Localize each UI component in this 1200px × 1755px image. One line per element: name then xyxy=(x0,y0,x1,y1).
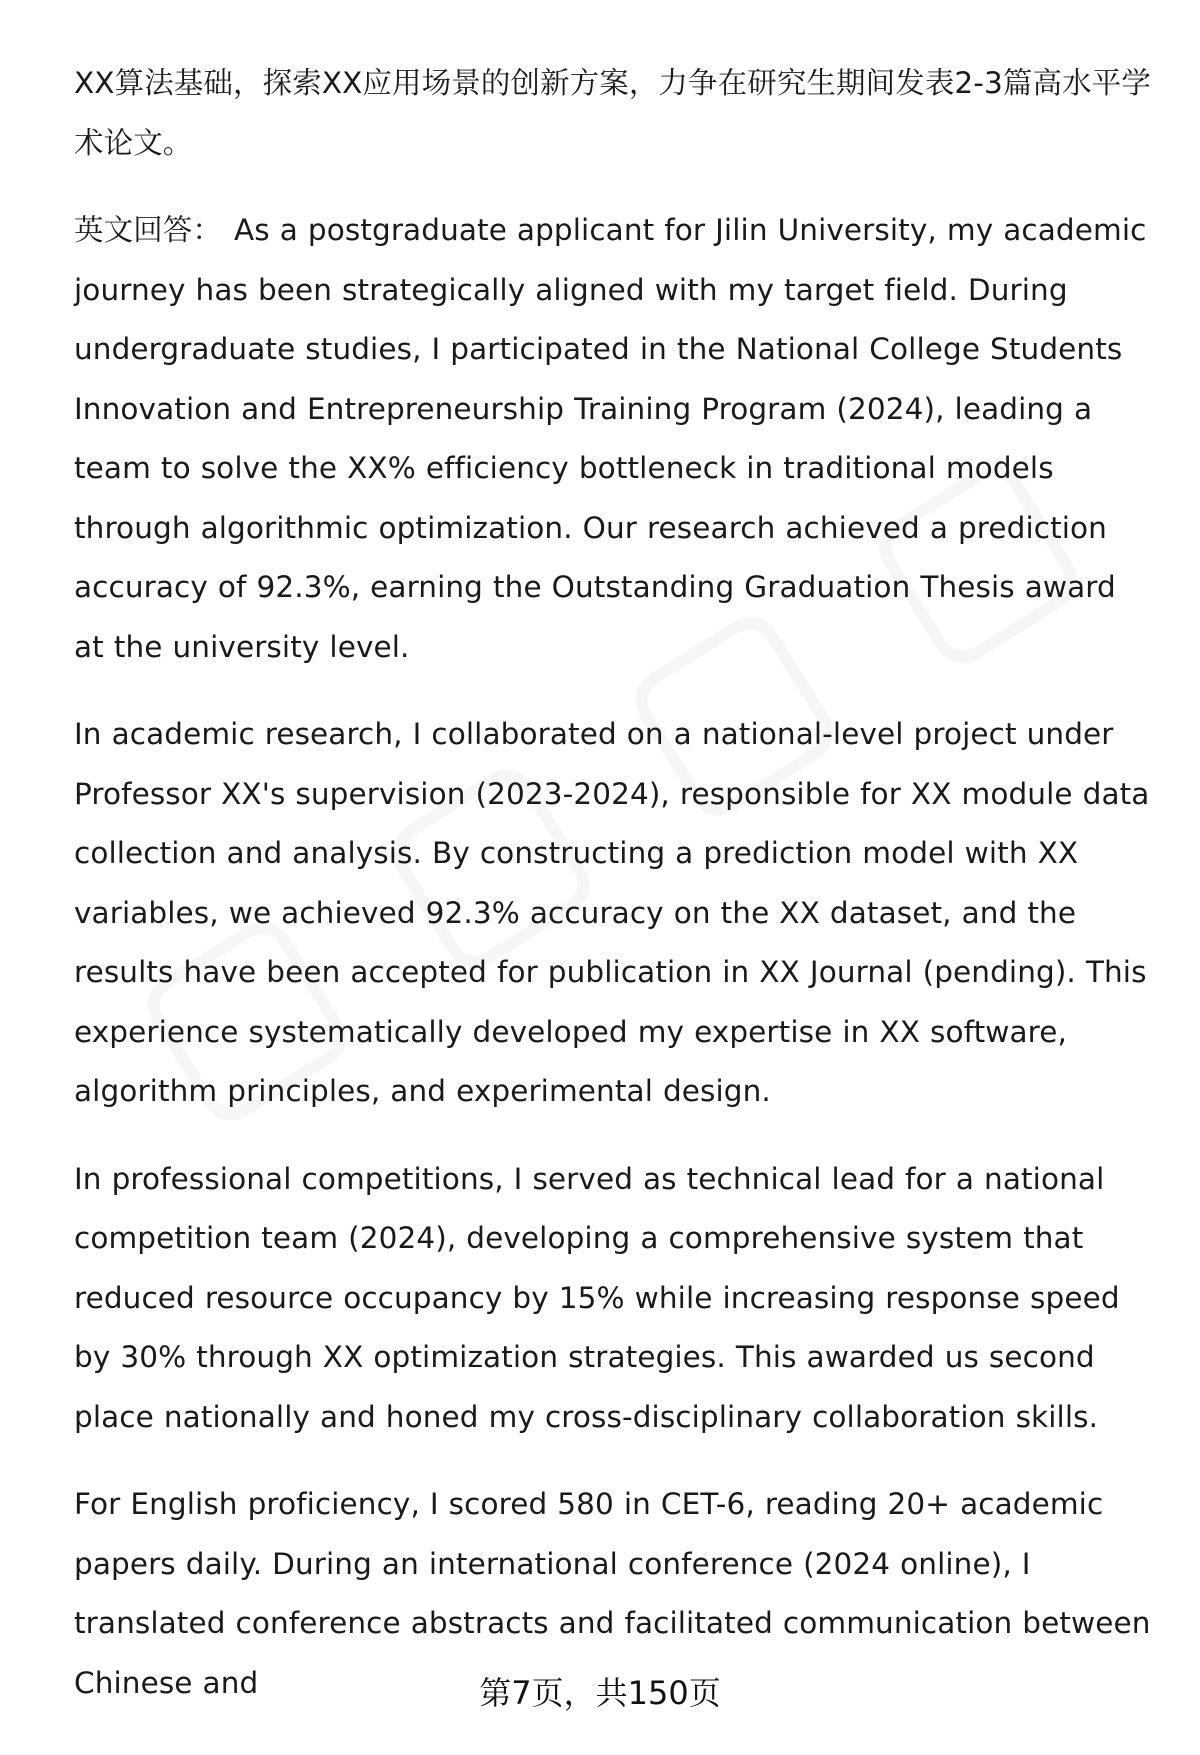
paragraph-text: In professional competitions, I served as technical lead for a national competition team (2024), developing a comprehensive system that reduced resource occupancy by 15% while increasing response speed by 30% through XX optimization strategies. This awarded us second place nationally and honed my cross-disciplinary collaboration skills. xyxy=(74,1161,1120,1434)
page-indicator: 第7页，共150页 xyxy=(479,1674,721,1712)
document-body xyxy=(74,54,1154,1741)
paragraph-1 xyxy=(74,54,1154,173)
paragraph-4 xyxy=(74,1150,1154,1448)
paragraph-3 xyxy=(74,705,1154,1122)
paragraph-text: For English proficiency, I scored 580 in CET-6, reading 20+ academic papers daily. During an international conference (2024 online), I translated conference abstracts and facilitated communication between Chinese and xyxy=(74,1487,1151,1700)
paragraph-text: XX算法基础，探索XX应用场景的创新方案，力争在研究生期间发表2-3篇高水平学术论文。 xyxy=(74,66,1151,160)
paragraph-2 xyxy=(74,201,1154,677)
page-footer xyxy=(0,1673,1200,1713)
paragraph-label: 英文回答： xyxy=(74,213,223,247)
paragraph-text: As a postgraduate applicant for Jilin University, my academic journey has been strategically aligned with my target field. During undergraduate studies, I participated in the National College Students Innovation and Entrepreneurship Training Program (2024), leading a team to solve the XX% efficiency bottleneck in traditional models through algorithmic optimization. Our research achieved a prediction accuracy of 92.3%, earning the Outstanding Graduation Thesis award at the university level. xyxy=(74,213,1147,664)
paragraph-text: In academic research, I collaborated on a national-level project under Professor XX's supervision (2023-2024), responsible for XX module data collection and analysis. By constructing a prediction model with XX variables, we achieved 92.3% accuracy on the XX dataset, and the results have been accepted for publication in XX Journal (pending). This experience systematically developed my expertise in XX software, algorithm principles, and experimental design. xyxy=(74,717,1150,1108)
